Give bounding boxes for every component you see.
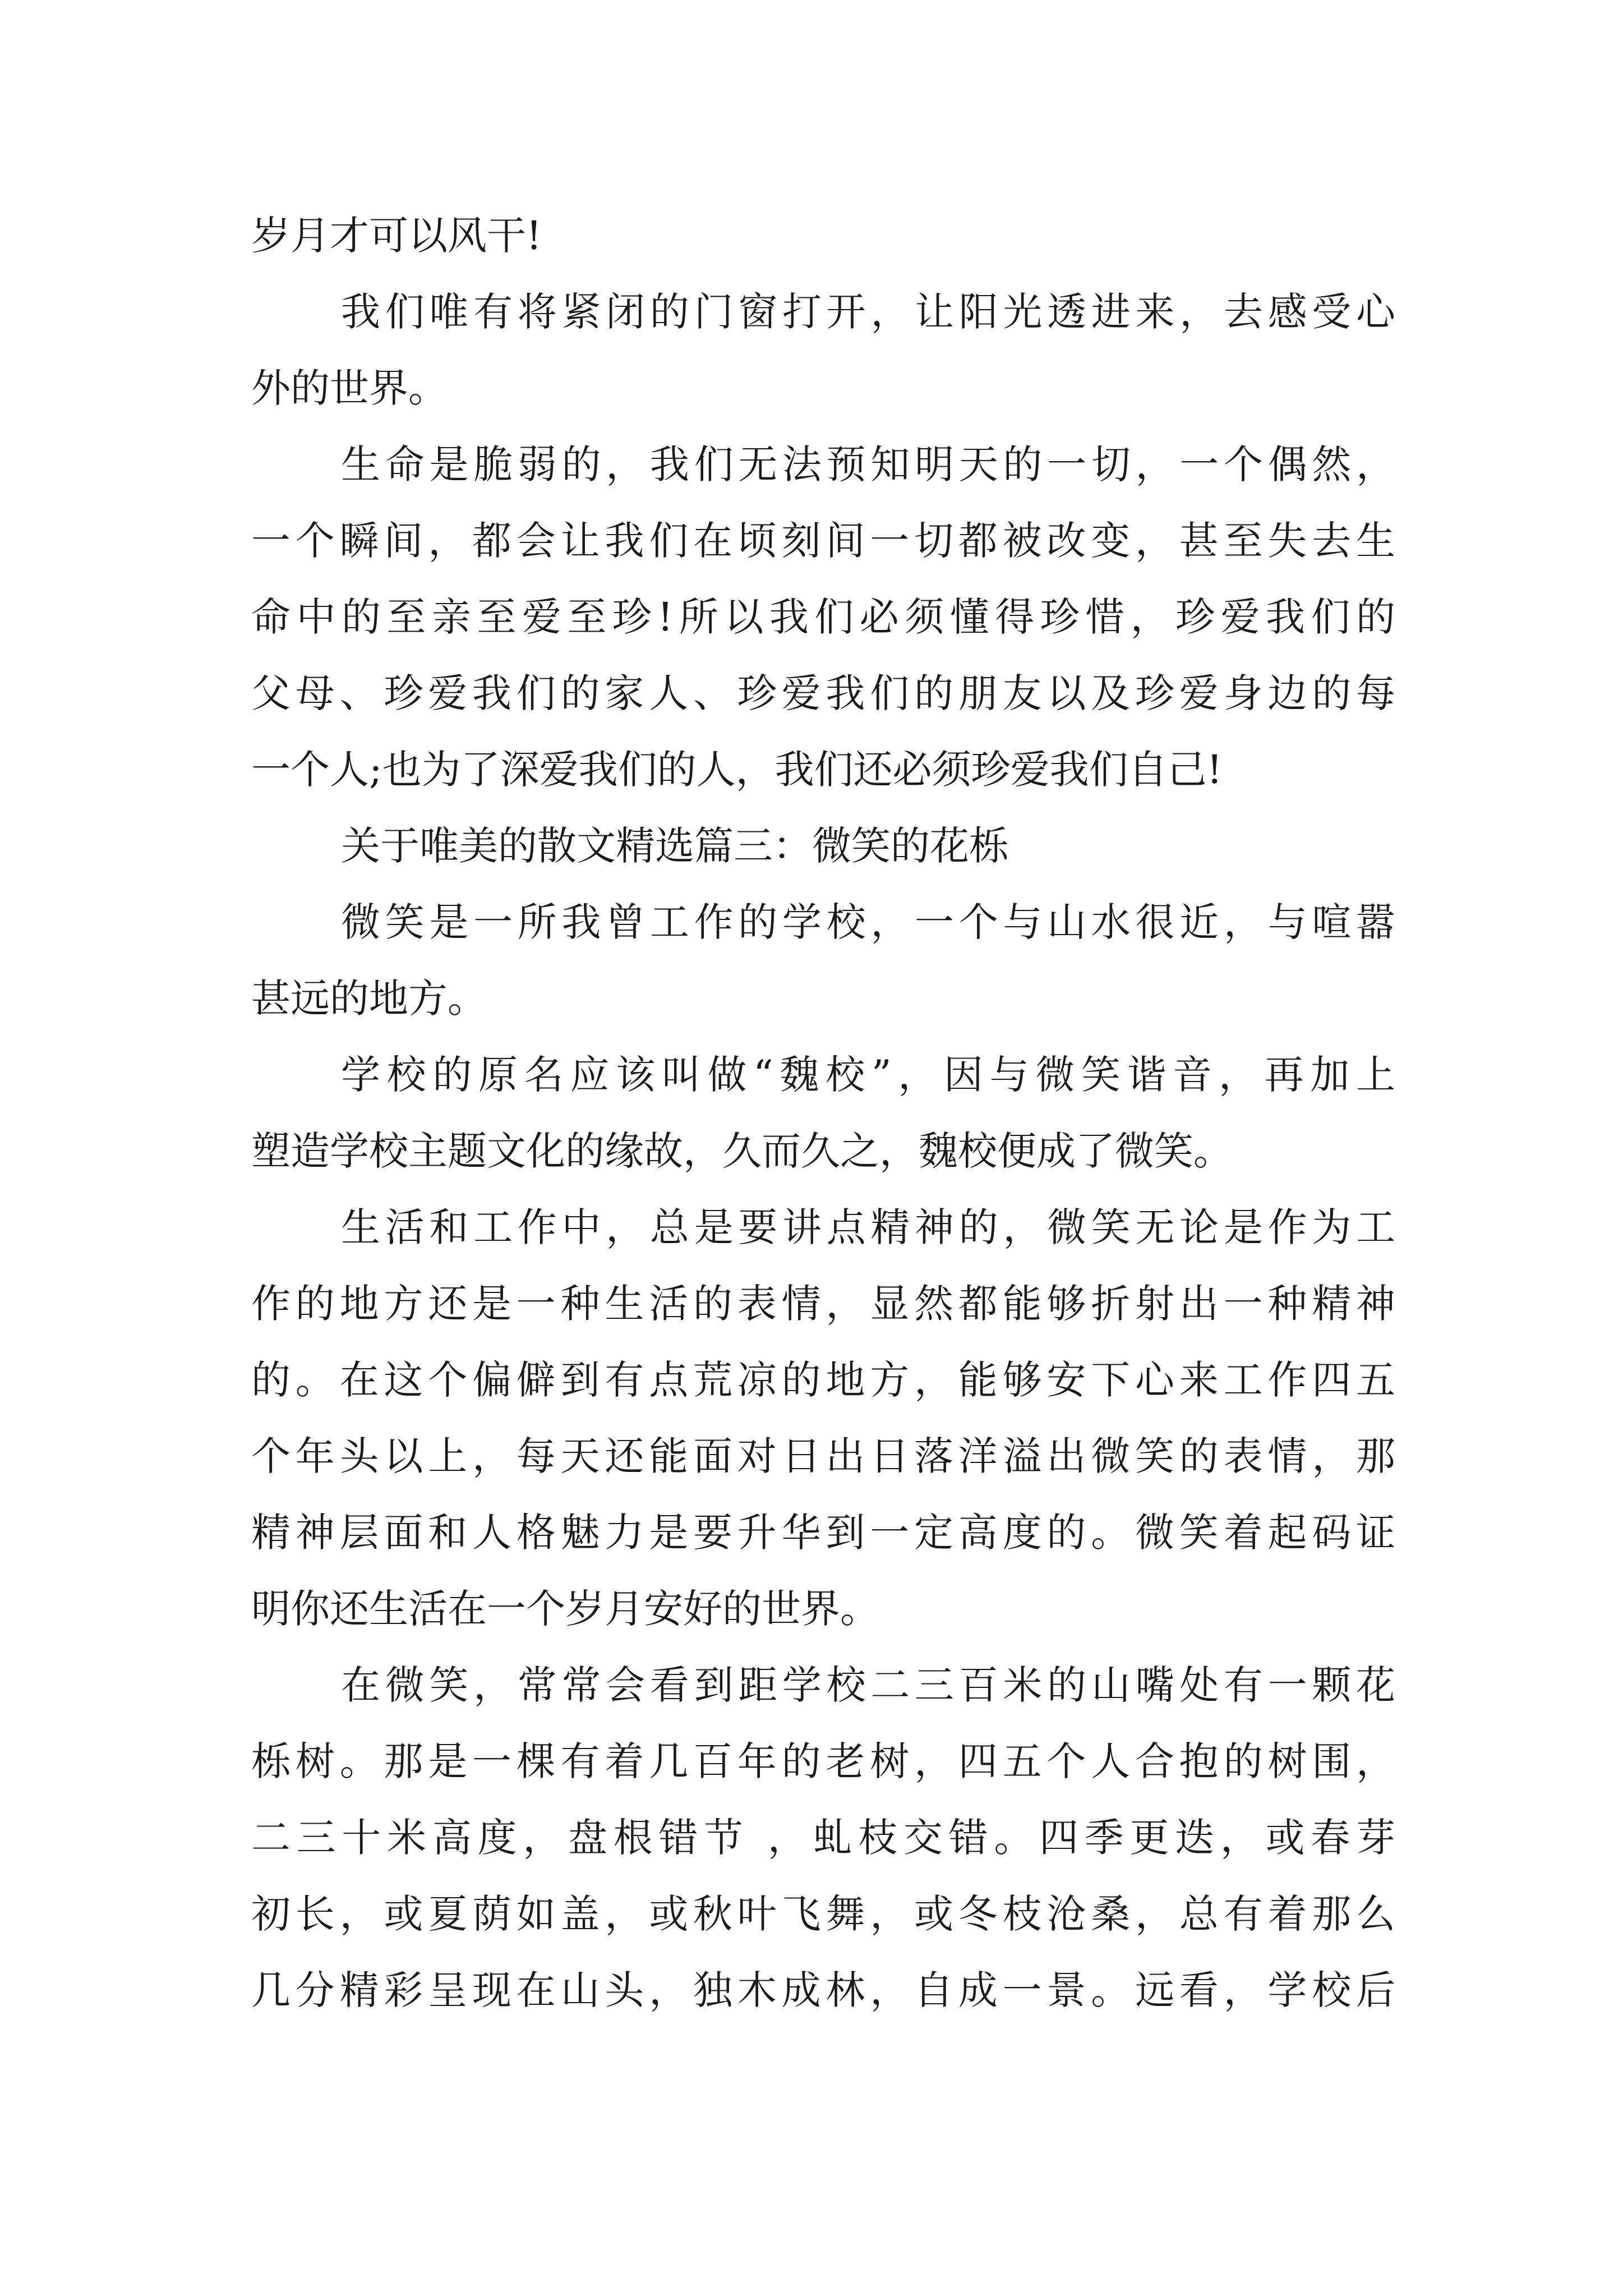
text-line: 二三十米高度，盘根错节 ，虬枝交错。四季更迭，或春芽 (251, 1815, 1395, 1861)
text-line: 几分精彩呈现在山头，独木成林，自成一景。远看，学校后 (251, 1967, 1395, 2013)
paragraph-line: 微笑是一所我曾工作的学校，一个与山水很近，与喧嚣 (341, 899, 1395, 945)
text-line: 作的地方还是一种生活的表情，显然都能够折射出一种精神 (251, 1281, 1395, 1327)
text-line: 个年头以上，每天还能面对日出日落洋溢出微笑的表情，那 (251, 1433, 1395, 1479)
text-line: 栎树。那是一棵有着几百年的老树，四五个人合抱的树围， (251, 1738, 1395, 1784)
text-line: 岁月才可以风干! (251, 213, 542, 259)
text-line: 精神层面和人格魅力是要升华到一定高度的。微笑着起码证 (251, 1510, 1395, 1556)
text-line: 一个瞬间，都会让我们在顷刻间一切都被改变，甚至失去生 (251, 518, 1395, 564)
text-line: 塑造学校主题文化的缘故，久而久之，魏校便成了微笑。 (251, 1128, 1233, 1174)
text-line: 一个人;也为了深爱我们的人，我们还必须珍爱我们自己! (251, 747, 1223, 793)
section-heading: 关于唯美的散文精选篇三：微笑的花栎 (341, 823, 1008, 869)
text-line: 父母、珍爱我们的家人、珍爱我们的朋友以及珍爱身边的每 (251, 670, 1395, 716)
paragraph-line: 我们唯有将紧闭的门窗打开，让阳光透进来，去感受心 (341, 289, 1395, 335)
text-line: 初长，或夏荫如盖，或秋叶飞舞，或冬枝沧桑，总有着那么 (251, 1891, 1395, 1937)
text-line: 的。在这个偏僻到有点荒凉的地方，能够安下心来工作四五 (251, 1357, 1395, 1403)
text-line: 外的世界。 (251, 365, 448, 411)
paragraph-line: 学校的原名应该叫做“魏校”，因与微笑谐音，再加上 (341, 1052, 1395, 1098)
article-body (251, 197, 1395, 2028)
text-line: 甚远的地方。 (251, 976, 487, 1022)
paragraph-line: 生命是脆弱的，我们无法预知明天的一切，一个偶然， (341, 441, 1395, 487)
paragraph-line: 在微笑，常常会看到距学校二三百米的山嘴处有一颗花 (341, 1662, 1395, 1708)
text-line: 命中的至亲至爱至珍!所以我们必须懂得珍惜，珍爱我们的 (251, 594, 1395, 640)
text-line: 明你还生活在一个岁月安好的世界。 (251, 1586, 879, 1632)
paragraph-line: 生活和工作中，总是要讲点精神的，微笑无论是作为工 (341, 1204, 1395, 1250)
